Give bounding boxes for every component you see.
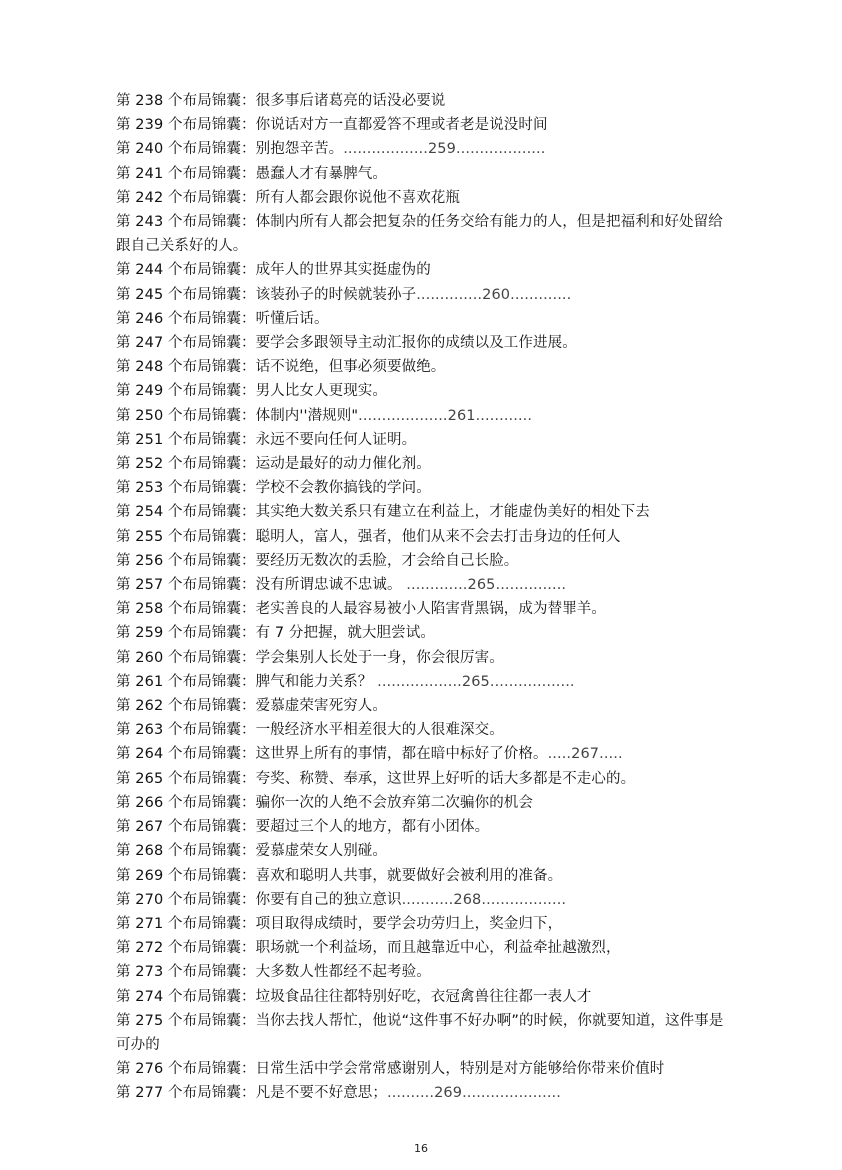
- toc-entry: [116, 573, 736, 597]
- toc-entry: [116, 621, 736, 645]
- page-leader: ..................265..................: [372, 673, 575, 690]
- toc-entry: [116, 694, 736, 718]
- toc-entry: [116, 718, 736, 742]
- entry-text: 骗你一次的人绝不会放弃第二次骗你的机会: [255, 794, 533, 811]
- entry-label: 第 242 个布局锦囊：: [116, 189, 256, 206]
- entry-text: 喜欢和聪明人共事，就要做好会被利用的准备。: [255, 867, 563, 884]
- toc-entry: [116, 1057, 736, 1081]
- entry-label: 第 267 个布局锦囊：: [116, 819, 256, 836]
- entry-text: 你说话对方一直都爱答不理或者老是说没时间: [255, 117, 548, 134]
- toc-entry: [116, 89, 736, 113]
- entry-label: 第 257 个布局锦囊：: [116, 577, 256, 594]
- toc-entry: [116, 912, 736, 936]
- entry-text: 别抱怨辛苦。: [255, 141, 344, 158]
- toc-entry: [116, 549, 736, 573]
- entry-text: 所有人都会跟你说他不喜欢花瓶: [255, 189, 460, 206]
- toc-entry: [116, 500, 736, 524]
- toc-entry: [116, 1081, 736, 1105]
- entry-label: 第 277 个布局锦囊：: [116, 1085, 256, 1102]
- toc-entry: [116, 404, 736, 428]
- entry-label: 第 273 个布局锦囊：: [116, 964, 256, 981]
- entry-label: 第 251 个布局锦囊：: [116, 431, 256, 448]
- toc-entry: [116, 283, 736, 307]
- page-leader: .....267.....: [547, 746, 623, 763]
- page-leader: ..............260.............: [416, 286, 572, 303]
- page-leader: ..................259...................: [343, 141, 546, 158]
- entry-label: 第 265 个布局锦囊：: [116, 770, 256, 787]
- entry-label: 第 274 个布局锦囊：: [116, 988, 256, 1005]
- entry-text: 凡是不要不好意思；: [255, 1085, 387, 1102]
- entry-text: 愚蠢人才有暴脾气。: [255, 165, 387, 182]
- entry-text: 体制内所有人都会把复杂的任务交给有能力的人，但是把福利和好处留给跟自己关系好的人。: [116, 214, 723, 255]
- toc-entry: [116, 815, 736, 839]
- page-leader: ...................261............: [358, 407, 533, 424]
- entry-text: 其实绝大数关系只有建立在利益上，才能虚伪美好的相处下去: [255, 504, 650, 521]
- toc-entry: [116, 137, 736, 161]
- entry-label: 第 245 个布局锦囊：: [116, 286, 256, 303]
- entry-text: 夸奖、称赞、奉承，这世界上好听的话大多都是不走心的。: [255, 770, 636, 787]
- entry-text: 该装孙子的时候就装孙子: [255, 286, 417, 303]
- page-leader: ...........268..................: [401, 891, 567, 908]
- entry-text: 很多事后诸葛亮的话没必要说: [255, 93, 446, 109]
- toc-entry: [116, 597, 736, 621]
- toc-entry: [116, 210, 736, 258]
- entry-text: 一般经济水平相差很大的人很难深交。: [255, 722, 504, 739]
- entry-text: 职场就一个利益场，而且越靠近中心，利益牵扯越激烈，: [255, 940, 621, 957]
- toc-entry: [116, 985, 736, 1009]
- entry-label: 第 256 个布局锦囊：: [116, 552, 256, 569]
- entry-text: 大多数人性都经不起考验。: [255, 964, 431, 981]
- toc-entry: [116, 839, 736, 863]
- entry-label: 第 255 个布局锦囊：: [116, 528, 256, 545]
- entry-text: 要学会多跟领导主动汇报你的成绩以及工作进展。: [255, 335, 577, 352]
- entry-text: 运动是最好的动力催化剂。: [255, 456, 431, 473]
- entry-label: 第 268 个布局锦囊：: [116, 843, 256, 860]
- page-leader: .............265...............: [401, 577, 567, 594]
- entry-text: 成年人的世界其实挺虚伪的: [255, 262, 431, 279]
- toc-entry: [116, 1009, 736, 1057]
- entry-label: 第 261 个布局锦囊：: [116, 673, 256, 690]
- entry-text: 学校不会教你搞钱的学问。: [255, 480, 431, 497]
- entry-text: 脾气和能力关系？: [255, 673, 373, 690]
- toc-entry: [116, 258, 736, 282]
- entry-text: 爱慕虚荣女人别碰。: [255, 843, 387, 860]
- entry-label: 第 250 个布局锦囊：: [116, 407, 256, 424]
- entry-text: 垃圾食品往往都特别好吃，衣冠禽兽往往都一表人才: [255, 988, 592, 1005]
- entry-text: 这世界上所有的事情，都在暗中标好了价格。: [255, 746, 548, 763]
- entry-text: 体制内''潜规则": [255, 407, 359, 424]
- toc-entry: [116, 936, 736, 960]
- entry-text: 话不说绝，但事必须要做绝。: [255, 359, 446, 376]
- toc-entry: [116, 476, 736, 500]
- toc-entry: [116, 670, 736, 694]
- entry-text: 有 7 分把握，就大胆尝试。: [255, 625, 435, 642]
- entry-label: 第 272 个布局锦囊：: [116, 940, 256, 957]
- entry-text: 聪明人，富人，强者，他们从来不会去打击身边的任何人: [255, 528, 621, 545]
- entry-label: 第 262 个布局锦囊：: [116, 698, 256, 715]
- entry-text: 男人比女人更现实。: [255, 383, 387, 400]
- page-leader: ..........269.....................: [387, 1085, 561, 1102]
- entry-label: 第 260 个布局锦囊：: [116, 649, 256, 666]
- entry-text: 你要有自己的独立意识: [255, 891, 402, 908]
- entry-label: 第 275 个布局锦囊：: [116, 1012, 256, 1029]
- entry-label: 第 276 个布局锦囊：: [116, 1061, 256, 1078]
- entry-text: 日常生活中学会常常感谢别人，特别是对方能够给你带来价值时: [255, 1061, 665, 1078]
- entry-label: 第 253 个布局锦囊：: [116, 480, 256, 497]
- toc-entry: [116, 525, 736, 549]
- entry-text: 爱慕虚荣害死穷人。: [255, 698, 387, 715]
- page-number: 16: [414, 1142, 428, 1155]
- entry-text: 学会集别人长处于一身，你会很厉害。: [255, 649, 504, 666]
- entry-label: 第 238 个布局锦囊：: [116, 93, 256, 109]
- toc-entry: [116, 742, 736, 766]
- entry-label: 第 269 个布局锦囊：: [116, 867, 256, 884]
- entry-text: 永远不要向任何人证明。: [255, 431, 417, 448]
- toc-entry: [116, 307, 736, 331]
- toc-entry: [116, 452, 736, 476]
- entry-label: 第 254 个布局锦囊：: [116, 504, 256, 521]
- entry-label: 第 264 个布局锦囊：: [116, 746, 256, 763]
- entry-text: 项目取得成绩时，要学会功劳归上，奖金归下，: [255, 915, 563, 932]
- entry-label: 第 258 个布局锦囊：: [116, 601, 256, 618]
- entry-label: 第 259 个布局锦囊：: [116, 625, 256, 642]
- entry-label: 第 239 个布局锦囊：: [116, 117, 256, 134]
- entry-label: 第 270 个布局锦囊：: [116, 891, 256, 908]
- toc-entry: [116, 162, 736, 186]
- entry-text: 听懂后话。: [255, 310, 329, 327]
- toc-entry: [116, 888, 736, 912]
- toc-entry: [116, 331, 736, 355]
- toc-entry: [116, 186, 736, 210]
- entry-text: 老实善良的人最容易被小人陷害背黑锅，成为替罪羊。: [255, 601, 606, 618]
- entry-label: 第 244 个布局锦囊：: [116, 262, 256, 279]
- entry-label: 第 266 个布局锦囊：: [116, 794, 256, 811]
- entry-text: 要超过三个人的地方，都有小团体。: [255, 819, 490, 836]
- entry-text: 没有所谓忠诚不忠诚。: [255, 577, 402, 594]
- entry-label: 第 246 个布局锦囊：: [116, 310, 256, 327]
- entry-text: 要经历无数次的丢脸，才会给自己长脸。: [255, 552, 519, 569]
- toc-entry: [116, 646, 736, 670]
- entry-label: 第 241 个布局锦囊：: [116, 165, 256, 182]
- entry-label: 第 249 个布局锦囊：: [116, 383, 256, 400]
- entry-label: 第 271 个布局锦囊：: [116, 915, 256, 932]
- entry-label: 第 240 个布局锦囊：: [116, 141, 256, 158]
- entry-label: 第 248 个布局锦囊：: [116, 359, 256, 376]
- toc-entry: [116, 791, 736, 815]
- toc-entry: [116, 379, 736, 403]
- toc-entry: [116, 864, 736, 888]
- toc-entry: [116, 767, 736, 791]
- table-of-contents: [116, 89, 736, 1106]
- entry-label: 第 263 个布局锦囊：: [116, 722, 256, 739]
- entry-text: 当你去找人帮忙，他说“这件事不好办啊”的时候，你就要知道，这件事是可办的: [116, 1012, 724, 1053]
- entry-label: 第 247 个布局锦囊：: [116, 335, 256, 352]
- toc-entry: [116, 355, 736, 379]
- toc-entry: [116, 960, 736, 984]
- entry-label: 第 252 个布局锦囊：: [116, 456, 256, 473]
- toc-entry: [116, 113, 736, 137]
- entry-label: 第 243 个布局锦囊：: [116, 214, 256, 231]
- toc-entry: [116, 428, 736, 452]
